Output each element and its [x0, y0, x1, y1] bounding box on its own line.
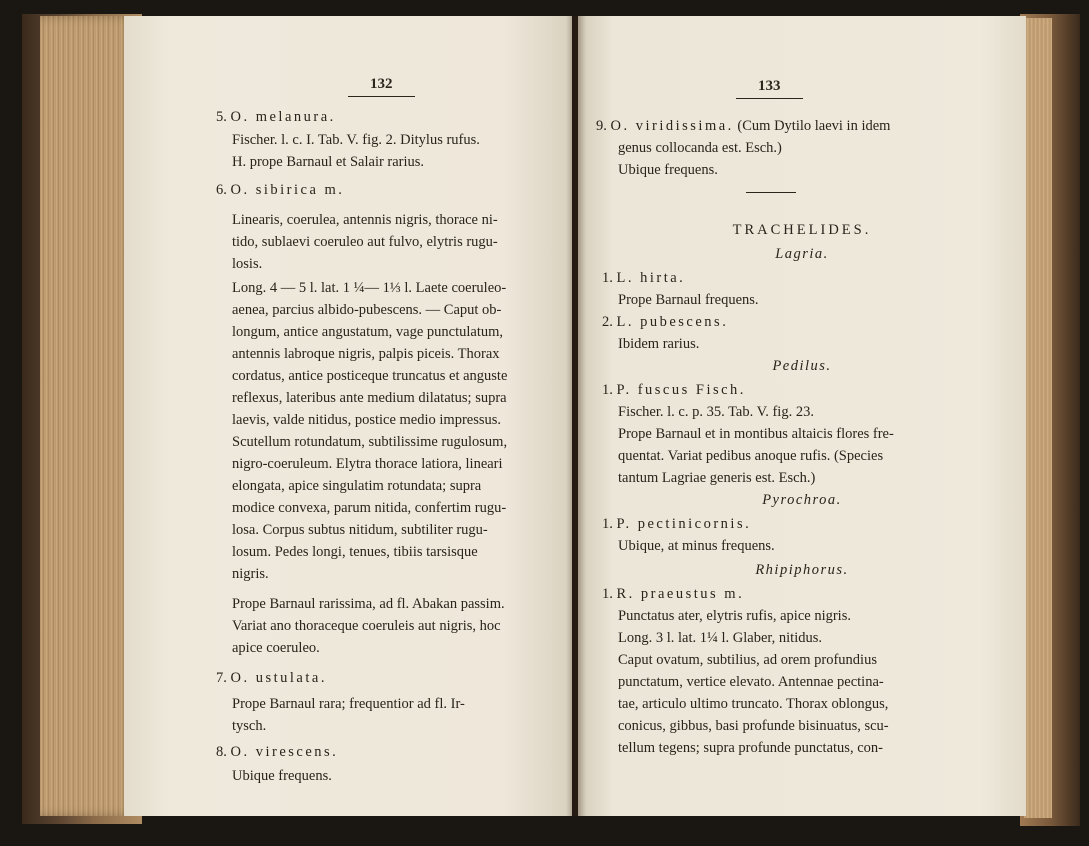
text-line: losis. [232, 256, 263, 272]
entry-heading: 1. P. pectinicornis. [602, 516, 752, 532]
text-line: Prope Barnaul et in montibus altaicis flores fre- [618, 426, 894, 442]
text-line: losa. Corpus subtus nitidum, subtiliter rugu- [232, 522, 488, 538]
text-line: laevis, valde nitidus, postice medio impressus. [232, 412, 502, 428]
genus-heading: Pedilus. [772, 358, 832, 374]
entry-heading: 1. L. hirta. [602, 270, 686, 286]
text-line: quentat. Variat pedibus anoque rufis. (Species [618, 448, 884, 464]
entry-heading: 1. P. fuscus Fisch. [602, 382, 746, 398]
text-line: aenea, parcius albido-pubescens. — Caput ob- [232, 302, 502, 318]
text-line: punctatum, vertice elevato. Antennae pectina- [618, 674, 884, 690]
page-number-right: 133 [736, 78, 803, 99]
text-line: Prope Barnaul frequens. [618, 292, 759, 308]
section-divider [746, 192, 796, 193]
entry-heading: 6. O. sibirica m. [216, 182, 345, 198]
text-line: H. prope Barnaul et Salair rarius. [232, 154, 425, 170]
text-line: genus collocanda est. Esch.) [618, 140, 782, 156]
text-line: modice convexa, parum nitida, confertim rugu- [232, 500, 507, 516]
text-line: Linearis, coerulea, antennis nigris, thorace ni- [232, 212, 498, 228]
text-line: Ubique, at minus frequens. [618, 538, 775, 554]
text-line: nigro-coeruleum. Elytra thorace latiora, lineari [232, 456, 503, 472]
text-line: Scutellum rotundatum, subtilissime rugulosum, [232, 434, 508, 450]
left-page-edges [40, 16, 136, 816]
text-line: tae, articulo ultimo truncato. Thorax oblongus, [618, 696, 889, 712]
genus-heading: Pyrochroa. [762, 492, 842, 508]
text-line: tido, sublaevi coeruleo aut fulvo, elytris rugu- [232, 234, 498, 250]
text-line: Ibidem rarius. [618, 336, 700, 352]
text-line: Caput ovatum, subtilius, ad orem profundius [618, 652, 877, 668]
text-line: reflexus, lateribus ante medium dilatatus; supra [232, 390, 507, 406]
entry-heading: 9. O. viridissima. (Cum Dytilo laevi in idem [596, 118, 891, 134]
genus-heading: Rhipiphorus. [755, 562, 849, 578]
entry-heading: 7. O. ustulata. [216, 670, 327, 686]
page-number-left: 132 [348, 76, 415, 97]
genus-heading: Lagria. [775, 246, 829, 262]
text-line: cordatus, antice posticeque truncatus et anguste [232, 368, 508, 384]
text-line: Prope Barnaul rara; frequentior ad fl. Ir- [232, 696, 465, 712]
text-line: Fischer. l. c. p. 35. Tab. V. fig. 23. [618, 404, 814, 420]
text-line: Ubique frequens. [618, 162, 718, 178]
text-line: Prope Barnaul rarissima, ad fl. Abakan passim. [232, 596, 505, 612]
left-page [124, 16, 572, 816]
text-line: tantum Lagriae generis est. Esch.) [618, 470, 816, 486]
text-line: longum, antice angustatum, vage punctulatum, [232, 324, 504, 340]
entry-heading: 8. O. virescens. [216, 744, 339, 760]
text-line: Punctatus ater, elytris rufis, apice nigris. [618, 608, 851, 624]
text-line: nigris. [232, 566, 269, 582]
book-gutter [566, 16, 586, 816]
text-line: losum. Pedes longi, tenues, tibiis tarsisque [232, 544, 478, 560]
text-line: Long. 4 — 5 l. lat. 1 ¼— 1⅓ l. Laete coeruleo- [232, 280, 507, 296]
text-line: Long. 3 l. lat. 1¼ l. Glaber, nitidus. [618, 630, 823, 646]
text-line: tysch. [232, 718, 267, 734]
text-line: conicus, gibbus, basi profunde bisinuatus, scu- [618, 718, 889, 734]
text-line: apice coeruleo. [232, 640, 320, 656]
text-line: elongata, apice singulatim rotundata; supra [232, 478, 482, 494]
entry-heading: 5. O. melanura. [216, 109, 336, 125]
right-page-edges [1024, 18, 1052, 818]
text-line: tellum tegens; supra profunde punctatus, con- [618, 740, 883, 756]
section-title: TRACHELIDES. [732, 222, 872, 238]
text-line: antennis labroque nigris, palpis piceis. Thorax [232, 346, 500, 362]
text-line: Ubique frequens. [232, 768, 332, 784]
text-line: Variat ano thoraceque coeruleis aut nigris, hoc [232, 618, 501, 634]
entry-heading: 2. L. pubescens. [602, 314, 729, 330]
right-page [578, 16, 1026, 816]
text-line: Fischer. l. c. I. Tab. V. fig. 2. Ditylus rufus. [232, 132, 480, 148]
entry-heading: 1. R. praeustus m. [602, 586, 745, 602]
